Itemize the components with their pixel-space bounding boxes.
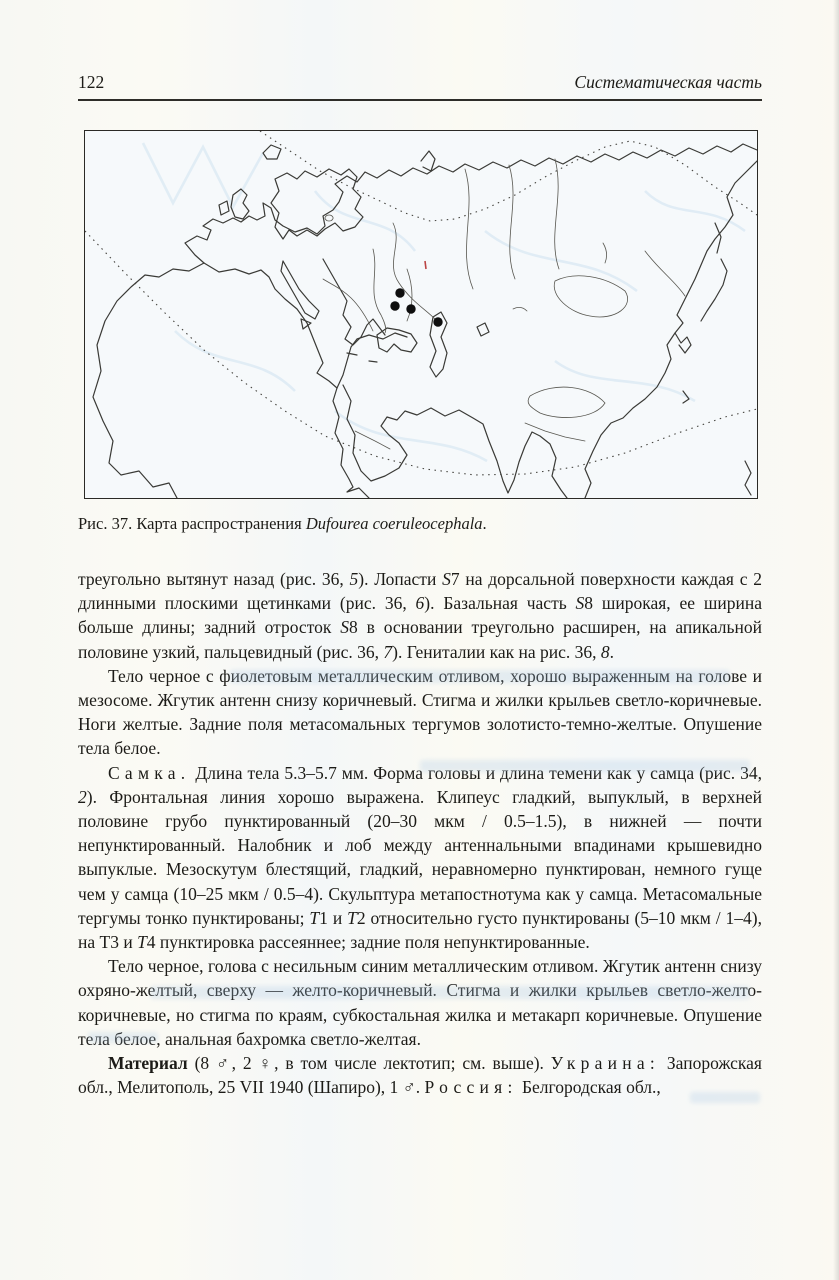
- paragraph: [78, 1051, 762, 1099]
- text-segment: 2 относительно густо пунктированы (5–10 мкм / 1–4), на Т3 и: [78, 907, 763, 953]
- text-segment: Россия:: [424, 1077, 518, 1098]
- text-segment: 2: [78, 786, 87, 807]
- caption-text: Рис. 37. Карта распространения: [78, 514, 306, 533]
- island-ireland: [219, 201, 229, 215]
- distribution-points-group: [390, 288, 442, 326]
- text-segment: T: [347, 907, 357, 928]
- island-cyprus: [369, 361, 377, 362]
- text-segment: S: [575, 593, 585, 614]
- text-segment: Украина:: [550, 1053, 661, 1074]
- text-segment: 4 пунктировка рассеяннее; задние поля непунктированные.: [146, 932, 590, 953]
- text-segment: треугольно вытянут назад (рис. 36,: [78, 569, 350, 589]
- text-segment: 1 и: [319, 907, 348, 928]
- paragraph: [78, 567, 762, 664]
- peninsula-italy: [281, 261, 319, 319]
- text-segment: ). Гениталии как на рис. 36,: [392, 641, 601, 662]
- page-number: 122: [78, 72, 105, 92]
- coastline-east-asia: [585, 161, 757, 498]
- distribution-point: [390, 301, 399, 310]
- coastline-scandinavia: [271, 169, 363, 239]
- rivers-and-relief: [323, 159, 685, 449]
- text-segment: S: [442, 569, 451, 589]
- text-segment: 5: [349, 569, 359, 589]
- text-segment: ). Базальная часть: [424, 593, 576, 614]
- text-segment: 8 в основании треугольно расширен, на апикальной половине узкий, пальцевидный (рис. 36,: [78, 617, 762, 662]
- distribution-point: [395, 288, 404, 297]
- coastline-red-sea: [333, 388, 369, 498]
- island-sicily: [301, 319, 311, 329]
- text-segment: 8 широкая, ее ширина больше длины; задний отросток: [78, 593, 762, 638]
- text-segment: 7: [383, 641, 393, 662]
- text-segment: S: [340, 617, 349, 638]
- text-segment: ). Фронтальная линия хорошо выражена. Клипеус гладкий, выпуклый, в верхней половине грубо пунктированный (20–30 мкм / 0.5–1.5), в нижней — почти непунктированный. Налобник и лоб между антеннальными впадинами крышевидно выпуклые. Мезоскутум блестящий, гладкий, неравномерно пунктирован, немного гуще чем у самца (10–25 мкм / 0.5–4). Скульптура метапостнотума как у самца. Метасомальные тергумы тонко пунктированы;: [78, 786, 762, 928]
- text-segment: Тело черное с фиолетовым металлическим отливом, хорошо выраженным на голове и мезосоме. Жгутик антенн снизу коричневый. Стигма и жилки крыльев светло-коричневые. Ноги желтые. Задние поля метасомальных тергумов золотисто-темно-желтые. Опушение тела белое.: [78, 665, 762, 759]
- coastline-korea: [675, 333, 691, 353]
- page-header: [78, 72, 762, 93]
- island-novaya-zemlya: [421, 151, 435, 171]
- latitude-dotted-lines: [85, 131, 757, 475]
- paragraph: [78, 761, 762, 955]
- figure-caption: [78, 513, 762, 535]
- distribution-map: [85, 131, 757, 498]
- running-title: Систематическая часть: [574, 72, 762, 92]
- paragraph: [78, 954, 762, 1051]
- island-iceland: [263, 145, 281, 159]
- text-segment: (8 ♂, 2 ♀, в том числе лектотип; см. выше).: [187, 1053, 551, 1074]
- header-rule: [78, 99, 762, 101]
- distribution-point: [433, 317, 442, 326]
- scan-red-mark: [425, 261, 426, 269]
- distribution-map-figure: [84, 130, 758, 499]
- islands-philippines: [745, 461, 751, 495]
- bleedthrough-ghost-lines: [143, 143, 745, 461]
- islands-japan: [701, 259, 727, 321]
- text-segment: Длина тела 5.3–5.7 мм. Форма головы и длина темени как у самца (рис. 34,: [190, 762, 762, 783]
- text-segment: Тело черное, голова с несильным синим металлическим отливом. Жгутик антенн снизу охряно-желтый, сверху — желто-коричневый. Стигма и жилки крыльев светло-желто-коричневые, но стигма по краям, субкостальная жилка и метакарп коричневые. Опушение тела белое, анальная бахромка светло-желтая.: [78, 956, 762, 1049]
- text-segment: T: [137, 932, 147, 953]
- text-segment: .: [609, 641, 615, 662]
- text-segment: Самка.: [108, 762, 191, 783]
- text-segment: Запорожская обл., Мелитополь, 25 VII 1940 (Шапиро), 1 ♂.: [78, 1053, 762, 1098]
- paragraph: [78, 664, 762, 761]
- text-segment: T: [309, 907, 320, 928]
- text-segment: Материал: [108, 1053, 188, 1074]
- text-segment: 6: [415, 593, 425, 614]
- caption-period: .: [482, 514, 487, 533]
- body-text: [78, 567, 762, 1099]
- text-segment: ). Лопасти: [358, 569, 443, 589]
- coastline-africa-mediterranean: [204, 263, 337, 388]
- coastline-africa-west: [93, 263, 204, 498]
- distribution-point: [406, 304, 415, 313]
- aral-sea: [477, 323, 489, 336]
- text-segment: 8: [600, 641, 610, 662]
- scan-edge-shadow: [833, 0, 839, 1280]
- text-segment: Белгородская обл.,: [517, 1077, 661, 1098]
- text-segment: 7 на дорсальной поверхности каждая с 2 длинными плоскими щетинками (рис. 36,: [78, 569, 762, 614]
- caption-species-name: Dufourea coeruleocephala: [305, 514, 483, 533]
